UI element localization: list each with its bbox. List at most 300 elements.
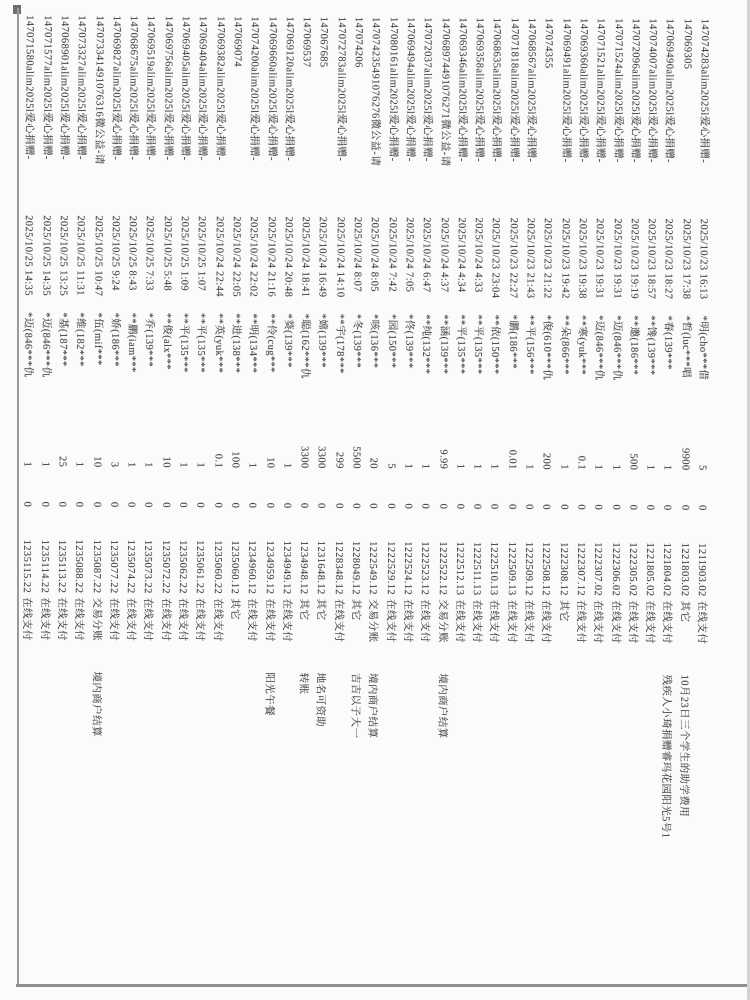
cell-amount: 3 [108, 461, 120, 468]
cell-order-id: 147069537 [300, 16, 313, 68]
cell-payment-method: 在线支付 [159, 597, 171, 642]
cell-order-id: 147068567alim2025l爱心捐赠- [525, 17, 537, 163]
cell-datetime: 2025/10/25 1:07 [195, 216, 208, 292]
cell-running-total: 1222308.12 [557, 542, 569, 596]
cell-amount: 1 [488, 463, 501, 470]
cell-remark [35, 661, 52, 671]
cell-payment-method: 在线支付 [332, 598, 344, 643]
cell-order-id: 147074355 [542, 17, 555, 69]
cell-donor-name: *基(187*** [57, 312, 69, 367]
cell-remark [554, 664, 571, 674]
cell-remark: 境内商户结算 [89, 671, 102, 737]
cell-running-total: 1222305.02 [626, 542, 638, 597]
cell-amount: 1 [143, 462, 155, 468]
cell-remark [156, 662, 173, 672]
cell-datetime: 2025/10/23 19:31 [593, 218, 606, 299]
cell-zero: 0 [160, 502, 172, 508]
cell-amount: 20 [367, 457, 379, 469]
cell-order-id: 147068974491076271微公益-请 [438, 17, 451, 167]
cell-datetime: 2025/10/23 17:38 [680, 218, 692, 300]
cell-amount: 1 [246, 462, 258, 469]
cell-order-id: 147074007alim2025l爱心捐赠- [646, 18, 659, 163]
cell-donor-name: *明(cho***借 [697, 315, 709, 381]
cell-donor-name: *鹏(186*** [506, 314, 519, 370]
cell-amount: 5 [385, 463, 397, 470]
cell-running-total: 1222524.12 [401, 541, 414, 596]
cell-amount: 5 [696, 464, 708, 471]
cell-donor-name: **朵(866*** [558, 314, 570, 375]
cell-datetime: 2025/10/23 18:27 [662, 218, 675, 300]
cell-donor-name: *迈(846***仇 [22, 312, 34, 378]
cell-zero: 0 [263, 502, 275, 509]
cell-amount: 1 [402, 463, 414, 470]
cell-zero: 0 [661, 504, 673, 511]
cell-running-total: 1222509.13 [505, 541, 517, 596]
cell-order-id: 147069491alim2025l爱心捐赠- [559, 17, 572, 163]
cell-remark [139, 662, 156, 672]
cell-datetime: 2025/10/23 23:04 [489, 217, 502, 299]
cell-payment-method: 在线支付 [505, 599, 517, 644]
cell-datetime: 2025/10/25 1:09 [178, 215, 190, 292]
cell-amount: 0.1 [575, 455, 587, 471]
transaction-table [16, 0, 713, 1000]
cell-remark [52, 661, 69, 671]
cell-running-total: 1222549.12 [367, 541, 379, 595]
cell-zero: 0 [108, 501, 120, 508]
cell-running-total: 1221804.02 [661, 542, 673, 597]
cell-donor-name: **明(134*** [247, 313, 259, 374]
cell-amount: 1 [558, 464, 570, 470]
cell-running-total: 1222510.13 [488, 541, 500, 596]
cell-payment-method: 在线支付 [38, 597, 50, 641]
cell-remark: 境内商户结算 [366, 672, 378, 739]
cell-remark [588, 664, 605, 674]
cell-running-total: 1222307.02 [592, 542, 604, 597]
cell-donor-name: **宇(178*** [333, 313, 346, 374]
cell-amount: 1 [644, 464, 656, 471]
cell-amount: 10 [264, 457, 276, 469]
cell-amount: 3300 [316, 446, 328, 469]
cell-zero: 0 [696, 504, 708, 511]
cell-running-total: 1235060.12 [228, 540, 241, 595]
cell-payment-method: 在线支付 [661, 600, 673, 645]
cell-remark [70, 661, 87, 671]
cell-donor-name: *园(150*** [385, 314, 398, 369]
cell-running-total: 1228049.12 [349, 540, 362, 595]
cell-remark [242, 662, 259, 672]
cell-payment-method: 在线支付 [263, 598, 275, 643]
cell-zero: 0 [609, 504, 621, 511]
cell-running-total: 1235113.22 [55, 539, 68, 594]
cell-payment-method: 其它 [557, 599, 569, 622]
cell-zero: 0 [436, 503, 448, 510]
cell-payment-method: 其它 [228, 598, 240, 621]
cell-donor-name: *迈(846***仇 [593, 315, 605, 381]
cell-datetime: 2025/10/23 19:31 [610, 218, 623, 300]
cell-running-total: 1235088.22 [73, 539, 85, 594]
cell-datetime: 2025/10/24 16:49 [316, 216, 329, 298]
cell-remark [381, 663, 398, 673]
cell-running-total: 1231648.12 [315, 540, 327, 595]
cell-payment-method: 在线支付 [107, 597, 119, 642]
cell-donor-name: **涵(139*** [437, 314, 449, 375]
cell-donor-name: *春(139*** [662, 315, 674, 370]
cell-order-id: 147067685 [318, 16, 330, 68]
cell-order-id: 147071580alim2025l爱心捐赠- [23, 15, 36, 160]
cell-order-id: 147069494alim2025l爱心捐赠- [404, 17, 416, 162]
cell-zero: 0 [506, 504, 518, 510]
cell-donor-name: *佟(139*** [403, 314, 415, 369]
cell-running-total: 1235077.22 [107, 539, 120, 594]
cell-order-id: 147071524alim2025l爱心捐赠- [611, 18, 624, 163]
cell-running-total: 1235074.22 [125, 539, 137, 594]
cell-amount: 0.01 [506, 449, 518, 470]
cell-remark: 10月23日三个学生的助学费用 [677, 674, 690, 818]
cell-amount: 1 [21, 461, 34, 468]
cell-zero: 0 [90, 501, 102, 508]
cell-donor-name: *哲(luc***唱 [679, 315, 692, 378]
cell-remark [623, 664, 640, 674]
cell-order-id: 147069756alim2025l爱心捐赠- [161, 15, 174, 161]
cell-remark [18, 661, 35, 671]
cell-zero: 0 [281, 502, 293, 509]
cell-donor-name: *葵(139*** [281, 313, 294, 368]
cell-payment-method: 交易分账 [90, 597, 102, 642]
cell-zero: 0 [177, 502, 189, 508]
cell-order-id: 147068901alim2025l爱心捐赠- [58, 15, 70, 160]
cell-payment-method: 在线支付 [211, 598, 223, 642]
cell-payment-method: 在线支付 [539, 599, 552, 644]
cell-order-id: 147080161alim2025l爱心捐赠- [386, 17, 399, 162]
cell-datetime: 2025/10/23 21:43 [524, 217, 536, 299]
cell-amount: 1 [610, 464, 622, 471]
cell-order-id: 147069382alim2025l爱心捐赠- [213, 16, 226, 161]
cell-running-total: 1234959.12 [263, 540, 275, 595]
cell-payment-method: 在线支付 [280, 598, 292, 643]
cell-amount: 3300 [298, 445, 310, 469]
cell-donor-name: **平(156*** [524, 314, 536, 375]
cell-remark [104, 662, 121, 672]
cell-order-id: 147071577alim2025l爱心捐赠- [40, 15, 53, 160]
cell-donor-name: *咳(136*** [368, 313, 380, 369]
cell-remark: 阳光午餐 [262, 672, 275, 717]
cell-datetime: 2025/10/24 7:05 [403, 217, 415, 293]
cell-donor-name: **英(yuk*** [212, 313, 225, 374]
cell-order-id: 147074283alim2025l爱心捐赠- [698, 18, 710, 164]
cell-zero: 0 [454, 503, 466, 510]
cell-datetime: 2025/10/23 18:57 [645, 218, 657, 300]
cell-amount: 9.99 [437, 449, 449, 470]
cell-payment-method: 其它 [678, 600, 690, 623]
cell-zero: 0 [557, 504, 569, 510]
cell-payment-method: 在线支付 [470, 599, 483, 644]
cell-remark [606, 664, 623, 674]
cell-donor-name: **鹏(iam*** [126, 312, 138, 373]
cell-datetime: 2025/10/24 20:48 [282, 216, 294, 298]
cell-order-id: 147069827alim2025l爱心捐赠- [110, 15, 122, 161]
cell-running-total: 1222529.12 [384, 541, 396, 596]
cell-amount: 25 [56, 455, 68, 468]
cell-donor-name: **伶(cug*** [264, 313, 276, 373]
cell-datetime: 2025/10/24 22:05 [230, 216, 242, 298]
cell-donor-name: **平(135*** [454, 314, 467, 375]
cell-payment-method: 在线支付 [176, 597, 188, 642]
cell-running-total: 1222509.12 [522, 541, 535, 596]
cell-datetime: 2025/10/23 19:38 [576, 218, 588, 299]
cell-datetime: 2025/10/25 8:43 [126, 215, 139, 291]
cell-payment-method: 在线支付 [72, 597, 85, 642]
cell-datetime: 2025/10/24 14:10 [334, 216, 346, 298]
cell-zero: 0 [73, 501, 85, 508]
cell-order-id: 147069404alim2025l爱心捐赠- [196, 16, 209, 161]
cell-payment-method: 在线支付 [142, 597, 154, 642]
cell-donor-name: **平(135*** [195, 313, 207, 374]
cell-amount: 10 [160, 456, 172, 468]
cell-payment-method: 在线支付 [522, 599, 534, 644]
cell-amount: 1 [73, 461, 85, 468]
cell-running-total: 1222306.02 [609, 542, 621, 597]
cell-payment-method: 其它 [315, 598, 327, 621]
cell-payment-method: 在线支付 [418, 599, 431, 643]
cell-datetime: 2025/10/24 8:07 [351, 216, 363, 293]
cell-payment-method: 在线支付 [609, 600, 621, 644]
cell-zero: 0 [575, 504, 587, 511]
cell-datetime: 2025/10/23 21:22 [541, 217, 554, 299]
cell-remark [571, 664, 588, 674]
cell-running-total: 1228348.12 [332, 540, 344, 595]
cell-donor-name: *乔(139*** [143, 312, 155, 368]
cell-remark [519, 664, 536, 674]
cell-zero: 0 [644, 504, 656, 511]
cell-order-id: 147068635alim2025l爱心捐赠- [490, 17, 503, 163]
cell-payment-method: 在线支付 [488, 599, 500, 644]
cell-datetime: 2025/10/25 11:31 [74, 215, 87, 296]
cell-order-id: 147072783alim2025l爱心捐赠- [334, 16, 347, 162]
cell-donor-name: **俊(alx*** [160, 312, 173, 370]
cell-running-total: 1222512.13 [453, 541, 466, 596]
cell-zero: 0 [402, 503, 414, 510]
cell-zero: 0 [488, 503, 500, 510]
cell-order-id: 147074206 [352, 16, 364, 68]
cell-datetime: 2025/10/25 7:33 [143, 215, 156, 291]
cell-zero: 0 [246, 502, 258, 509]
cell-datetime: 2025/10/24 4:33 [472, 217, 485, 293]
cell-order-id: 147072096alim2025l爱心捐赠- [628, 18, 641, 163]
cell-datetime: 2025/10/24 7:42 [386, 217, 398, 293]
cell-amount: 100 [229, 451, 241, 469]
cell-amount: 1 [523, 464, 535, 470]
cell-donor-name: **进(138*** [230, 313, 242, 374]
cell-payment-method: 交易分账 [436, 599, 448, 643]
cell-amount: 1 [177, 462, 189, 468]
cell-datetime: 2025/10/25 14:35 [40, 215, 52, 297]
cell-amount: 1 [125, 462, 137, 468]
cell-running-total: 1221803.02 [678, 542, 690, 597]
cell-running-total: 1222511.13 [471, 541, 483, 596]
cell-zero: 0 [229, 502, 241, 509]
cell-datetime: 2025/10/25 10:47 [92, 215, 104, 297]
cell-amount: 1 [419, 463, 431, 470]
cell-amount: 1 [39, 461, 51, 468]
cell-zero: 0 [194, 502, 206, 509]
cell-order-id: 147073327alim2025l爱心捐赠- [75, 15, 88, 160]
cell-zero: 0 [39, 501, 51, 508]
cell-remark [225, 662, 242, 672]
cell-order-id: 147071818alim2025l爱心捐赠- [507, 17, 520, 163]
cell-remark: 转账 [297, 672, 309, 695]
cell-zero: 0 [471, 503, 483, 510]
cell-order-id: 147069120alim2025l爱心捐赠- [283, 16, 295, 162]
cell-remark [329, 663, 346, 673]
cell-remark: 境内商户结算 [435, 673, 448, 739]
cell-order-id: 147068675alim2025l爱心捐赠- [127, 15, 140, 161]
cell-payment-method: 在线支付 [21, 597, 33, 641]
cell-order-id: 147071521alim2025l爱心捐赠- [594, 18, 607, 163]
cell-donor-name: *俊(610***仇 [541, 314, 553, 381]
cell-running-total: 1234949.12 [280, 540, 293, 595]
cell-order-id: 147069519alim2025l爱心捐赠- [144, 15, 157, 161]
cell-zero: 0 [367, 503, 379, 509]
cell-datetime: 2025/10/24 6:47 [420, 217, 433, 293]
cell-amount: 200 [540, 452, 552, 470]
cell-running-total: 1222522.12 [436, 541, 448, 596]
cell-zero: 0 [592, 504, 604, 511]
cell-remark [640, 664, 657, 674]
cell-amount: 0.1 [212, 453, 224, 469]
cell-amount: 1 [281, 462, 293, 469]
cell-zero: 0 [125, 502, 137, 508]
cell-datetime: 2025/10/23 22:27 [507, 217, 519, 299]
cell-donor-name: **纯(132*** [420, 314, 432, 375]
cell-donor-name: **邀(186*** [627, 315, 640, 376]
cell-datetime: 2025/10/24 22:02 [247, 216, 260, 298]
cell-zero: 0 [298, 502, 310, 509]
cell-payment-method: 在线支付 [384, 599, 396, 643]
cell-amount: 1 [454, 463, 466, 470]
cell-donor-name: *嫦(139*** [316, 313, 328, 369]
cell-order-id: 147069358alim2025l爱心捐赠- [473, 17, 486, 163]
cell-running-total: 1234960.12 [246, 540, 258, 595]
cell-running-total: 1234948.12 [298, 540, 310, 595]
cell-zero: 0 [142, 502, 154, 508]
cell-order-id: 147069490alim2025l爱心捐赠- [663, 18, 676, 164]
cell-remark [398, 663, 415, 673]
cell-donor-name: **依(150*** [489, 314, 501, 375]
cell-donor-name: *伍(mif*** [91, 312, 103, 366]
cell-remark [467, 663, 484, 673]
cell-order-id: 147074235491076276微公益-请 [369, 16, 382, 167]
cell-donor-name: *娇(186*** [108, 312, 121, 367]
cell-payment-method: 在线支付 [55, 597, 67, 641]
cell-donor-name: *聪(162***仇 [299, 313, 311, 379]
cell-datetime: 2025/10/25 14:35 [22, 215, 35, 296]
cell-running-total: 1235073.22 [142, 539, 154, 594]
cell-remark [277, 662, 294, 672]
cell-remark [450, 663, 467, 673]
cell-running-total: 1211903.02 [695, 543, 708, 597]
cell-datetime: 2025/10/23 16:13 [697, 218, 709, 300]
cell-datetime: 2025/10/24 4:34 [455, 217, 467, 293]
cell-running-total: 1235062.22 [176, 540, 189, 594]
cell-donor-name: **寒(yuk*** [575, 315, 588, 376]
cell-payment-method: 在线支付 [695, 600, 707, 645]
cell-remark: 吉吉以子大一 [349, 672, 361, 739]
cell-datetime: 2025/10/24 22:44 [213, 216, 225, 297]
cell-payment-method: 在线支付 [626, 600, 638, 644]
cell-payment-method: 在线支付 [591, 600, 604, 644]
cell-order-id: 147073341491076316微公益-请 [92, 15, 105, 165]
cell-amount: 299 [333, 451, 345, 469]
cell-amount: 500 [627, 453, 639, 471]
cell-running-total: 1235060.22 [211, 540, 223, 595]
cell-zero: 0 [627, 504, 639, 511]
cell-donor-name: **平(135*** [178, 312, 190, 373]
cell-donor-name: **馋(139*** [645, 315, 657, 376]
cell-running-total: 1235061.22 [194, 540, 206, 595]
cell-donor-name: *冬(139*** [351, 313, 363, 369]
cell-zero: 0 [315, 503, 327, 509]
cell-order-id: 147069660alim2025l爱心捐赠- [265, 16, 278, 161]
cell-zero: 0 [56, 501, 68, 508]
cell-running-total: 1222523.12 [419, 541, 431, 596]
cell-payment-method: 在线支付 [453, 599, 465, 644]
cell-payment-method: 在线支付 [401, 599, 413, 643]
cell-zero: 0 [540, 504, 552, 510]
cell-datetime: 2025/10/23 19:42 [559, 217, 571, 299]
cell-order-id: 147069360alim2025l爱心捐赠- [577, 18, 589, 163]
cell-remark [121, 662, 138, 672]
cell-zero: 0 [384, 503, 397, 510]
cell-datetime: 2025/10/25 5:48 [161, 215, 173, 292]
cell-zero: 0 [21, 501, 33, 508]
cell-amount: 1 [661, 464, 673, 471]
cell-remark [537, 664, 554, 674]
cell-remark: 残疾人小琦捐赠睿玛花园阳光5号1 [660, 674, 672, 839]
cell-order-id: 147074200alim2025l爱心捐赠- [248, 16, 261, 161]
cell-donor-name: **平(135*** [472, 314, 484, 375]
cell-remark [208, 662, 225, 672]
cell-order-id: 147069074 [231, 16, 243, 68]
cell-payment-method: 在线支付 [574, 600, 586, 644]
cell-payment-method: 在线支付 [643, 600, 655, 645]
cell-zero: 0 [419, 503, 431, 510]
cell-running-total: 1235072.22 [159, 539, 171, 594]
cell-running-total: 1222307.12 [574, 542, 587, 597]
cell-running-total: 1235087.22 [90, 539, 102, 594]
cell-order-id: 147069346alim2025l爱心捐赠- [456, 17, 468, 162]
cell-amount: 10 [91, 456, 103, 468]
cell-remark [692, 665, 709, 675]
cell-running-total: 1235114.22 [38, 539, 50, 594]
cell-amount: 1 [471, 463, 483, 470]
cell-payment-method: 在线支付 [245, 598, 258, 642]
cell-zero: 0 [350, 503, 362, 509]
cell-remark [485, 664, 502, 674]
cell-donor-name: *维(182*** [74, 312, 86, 367]
cell-datetime: 2025/10/24 18:41 [299, 216, 312, 298]
cell-running-total: 1221805.02 [643, 542, 656, 597]
cell-payment-method: 交易分账 [367, 598, 379, 643]
cell-datetime: 2025/10/25 13:25 [57, 215, 69, 297]
cell-payment-method: 其它 [349, 598, 361, 621]
cell-running-total: 1222508.12 [540, 541, 552, 596]
cell-datetime: 2025/10/24 21:16 [265, 216, 277, 298]
cell-remark: 地名可资助 [314, 672, 326, 728]
cell-zero: 0 [523, 504, 535, 510]
cell-order-id: 147072037alim2025l爱心捐赠- [421, 17, 434, 162]
cell-remark [173, 662, 190, 672]
cell-payment-method: 其它 [297, 598, 310, 621]
